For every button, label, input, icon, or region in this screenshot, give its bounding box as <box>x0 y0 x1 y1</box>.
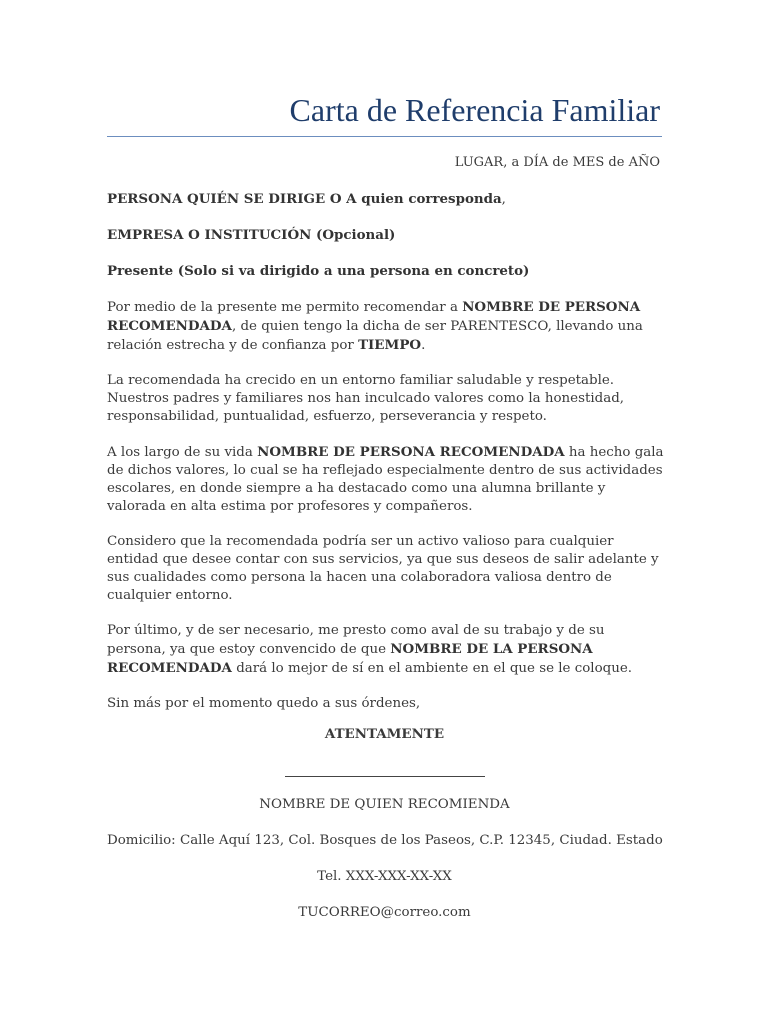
p5-text-2: dará lo mejor de sí en el ambiente en el que se le coloque. <box>231 661 633 676</box>
p5-text-1: Por último, y de ser necesario, me presto como aval de su trabajo y de su persona, ya que estoy convencido de que <box>107 623 605 657</box>
paragraph-3 <box>107 443 667 516</box>
p1-text-2: , de quien tengo la dicha de ser PARENTESCO, llevando una relación estrecha y de confianza por <box>107 319 643 353</box>
p1-text-1: Por medio de la presente me permito recomendar a <box>107 300 463 315</box>
present-line <box>107 262 667 281</box>
p3-bold-1: NOMBRE DE PERSONA RECOMENDADA <box>257 444 565 460</box>
p3-text-2: ha hecho gala de dichos valores, lo cual se ha reflejado especialmente dentro de sus actividades escolares, en donde siempre a ha destacado como una alumna brillante y valorada en alta estima por profesores y compañeros. <box>107 445 664 514</box>
present-text: Presente (Solo si va dirigido a una persona en concreto) <box>107 263 530 279</box>
signer-email: TUCORREO@correo.com <box>298 905 471 920</box>
company-name: EMPRESA O INSTITUCIÓN (Opcional) <box>107 227 396 243</box>
p1-text-3: . <box>421 338 426 353</box>
signer-phone: Tel. XXX-XXX-XX-XX <box>317 869 452 884</box>
letter-title: Carta de Referencia Familiar <box>289 92 660 128</box>
paragraph-5 <box>107 622 667 678</box>
title-divider <box>107 136 662 137</box>
addressee-name: PERSONA QUIÉN SE DIRIGE O A quien corresponda <box>107 191 502 207</box>
letter-body <box>107 190 667 730</box>
signer-address: Domicilio: Calle Aquí 123, Col. Bosques de los Paseos, C.P. 12345, Ciudad. Estado <box>107 833 663 848</box>
addressee-line <box>107 190 667 209</box>
paragraph-4: Considero que la recomendada podría ser un activo valioso para cualquier entidad que desee contar con sus servicios, ya que sus deseos de salir adelante y sus cualidades como persona la hacen una colaboradora valiosa dentro de cualquier entorno. <box>107 534 659 603</box>
closing-text: ATENTAMENTE <box>324 726 445 742</box>
p1-bold-2: TIEMPO <box>358 337 422 353</box>
paragraph-1 <box>107 298 667 355</box>
p1-bold-1: NOMBRE DE PERSONA RECOMENDADA <box>107 299 641 334</box>
signature-line <box>285 776 485 777</box>
company-line <box>107 226 667 245</box>
addressee-comma: , <box>501 192 506 207</box>
p5-bold-1: NOMBRE DE LA PERSONA RECOMENDADA <box>107 641 593 676</box>
p3-text-1: A los largo de su vida <box>107 445 258 460</box>
signer-name: NOMBRE DE QUIEN RECOMIENDA <box>259 797 510 812</box>
date-line: LUGAR, a DÍA de MES de AÑO <box>454 155 660 170</box>
paragraph-2: La recomendada ha crecido en un entorno familiar saludable y respetable. Nuestros padres y familiares nos han inculcado valores como la honestidad, responsabilidad, puntualidad, esfuerzo, perseverancia y respeto. <box>107 373 625 424</box>
farewell-line: Sin más por el momento quedo a sus órdenes, <box>107 696 421 711</box>
